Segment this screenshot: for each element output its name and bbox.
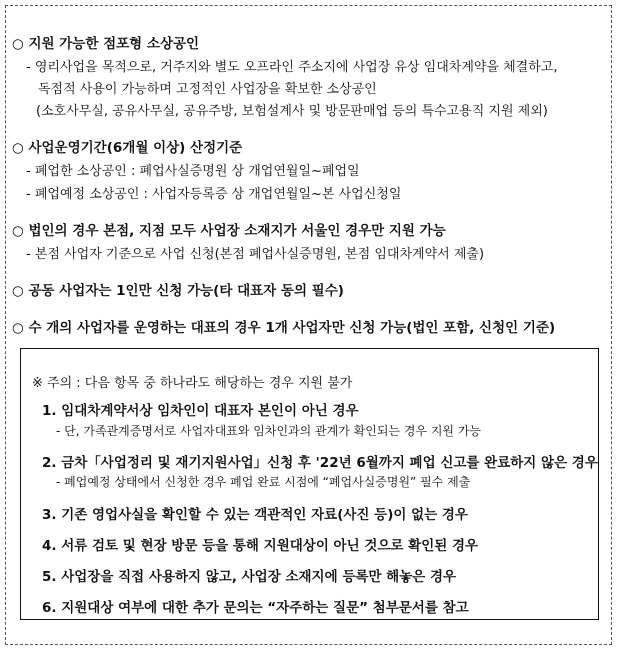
notice-item-6: 6. 지원대상 여부에 대한 추가 문의는 “자주하는 질문” 첨부문서를 참고 bbox=[42, 600, 469, 616]
section-2-line-2: - 폐업예정 소상공인 : 사업자등록증 상 개업연월일~본 사업신청일 bbox=[26, 187, 402, 202]
notice-item-3: 3. 기존 영업사실을 확인할 수 있는 객관적인 자료(사진 등)이 없는 경우 bbox=[42, 507, 468, 523]
notice-item-2: 2. 금차「사업정리 및 재기지원사업」신청 후 '22년 6월까지 폐업 신고를 완료하지 않은 경우 bbox=[42, 455, 598, 471]
notice-item-2-sub: - 폐업예정 상태에서 신청한 경우 폐업 완료 시점에 “폐업사실증명원” 필수 제출 bbox=[56, 475, 471, 489]
notice-item-5: 5. 사업장을 직접 사용하지 않고, 사업장 소재지에 등록만 해놓은 경우 bbox=[42, 569, 457, 585]
notice-item-1-sub: - 단, 가족관계증명서로 사업자대표와 임차인과의 관계가 확인되는 경우 지원 가능 bbox=[56, 424, 482, 438]
notice-title: ※ 주의 : 다음 항목 중 하나라도 해당하는 경우 지원 불가 bbox=[32, 376, 353, 391]
section-2-line-1: - 폐업한 소상공인 : 폐업사실증명원 상 개업연월일~폐업일 bbox=[26, 164, 360, 179]
section-3-line-1: - 본점 사업자 기준으로 사업 신청(본점 폐업사실증명원, 본점 임대차계약서 제출) bbox=[26, 247, 485, 262]
notice-item-4: 4. 서류 검토 및 현장 방문 등을 통해 지원대상이 아닌 것으로 확인된 경우 bbox=[42, 538, 479, 554]
section-2-heading: ○ 사업운영기간(6개월 이상) 산정기준 bbox=[12, 140, 243, 156]
section-3-heading: ○ 법인의 경우 본점, 지점 모두 사업장 소재지가 서울인 경우만 지원 가능 bbox=[12, 223, 446, 239]
section-1-heading: ○ 지원 가능한 점포형 소상공인 bbox=[12, 36, 200, 52]
section-5-heading: ○ 수 개의 사업자를 운영하는 대표의 경우 1개 사업자만 신청 가능(법인 포함, 신청인 기준) bbox=[12, 320, 556, 336]
notice-item-1: 1. 임대차계약서상 임차인이 대표자 본인이 아닌 경우 bbox=[42, 403, 359, 419]
section-1-line-2: 독점적 사용이 가능하며 고정적인 사업장을 확보한 소상공인 bbox=[38, 82, 377, 97]
section-1-line-1: - 영리사업을 목적으로, 거주지와 별도 오프라인 주소지에 사업장 유상 임대차계약을 체결하고, bbox=[26, 60, 558, 75]
section-1-line-3: (소호사무실, 공유사무실, 공유주방, 보험설계사 및 방문판매업 등의 특수고용직 지원 제외) bbox=[36, 104, 548, 119]
section-4-heading: ○ 공동 사업자는 1인만 신청 가능(타 대표자 동의 필수) bbox=[12, 283, 344, 299]
